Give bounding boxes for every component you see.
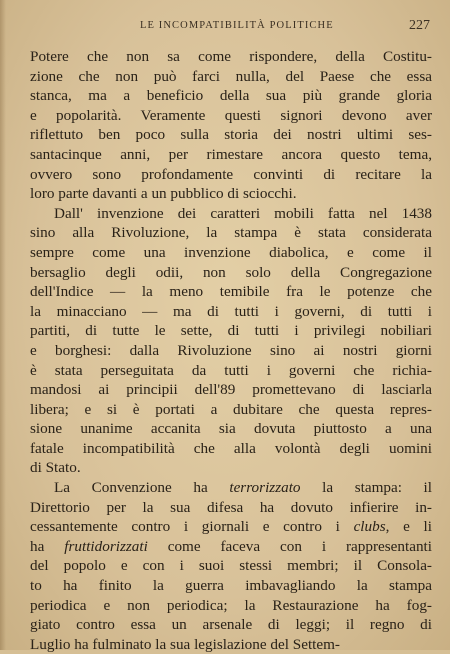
page-number: 227: [409, 18, 430, 33]
text-line: sione unanime accanita sia dovuta piuttosto a una: [30, 420, 432, 438]
paragraph: [30, 478, 432, 654]
text-line: bersaglio degli odii, non solo della Congregazione: [30, 263, 432, 281]
page-header: [30, 12, 436, 36]
text-line: ha fruttidorizzati come faceva con i rappresentanti: [30, 537, 432, 555]
page-edge-shadow: [0, 0, 6, 650]
text-line: del popolo e con i suoi stessi membri; il Consola-: [30, 557, 432, 575]
text-line: partiti, di tutte le sette, di tutti i privilegi nobiliari: [30, 322, 432, 340]
text-line: stanca, ma a beneficio della sua più grande gloria: [30, 87, 432, 105]
running-title: LE INCOMPATIBILITÀ POLITICHE: [140, 20, 334, 31]
italic-word: fruttidorizzati: [64, 537, 148, 555]
text-line: riflettuto ben poco sulla storia dei nostri ultimi ses-: [30, 126, 432, 144]
italic-word: clubs: [353, 518, 386, 536]
body-text: [30, 47, 432, 654]
text-line: cessantemente contro i giornali e contro i clubs, e li: [30, 518, 432, 536]
text-line: sempre come una invenzione diabolica, e come il: [30, 243, 432, 261]
paragraph: [30, 204, 432, 478]
text-line: è stata perseguitata da tutti i governi che richia-: [30, 361, 432, 379]
text-line: di Stato.: [30, 459, 81, 477]
text-line: libera; e si è portati a dubitare che questa repres-: [30, 400, 432, 418]
text-line: Potere che non sa come rispondere, della Costitu-: [30, 48, 432, 65]
text-line: to ha finito la guerra imbavagliando la stampa: [30, 577, 432, 595]
text-line: dell'Indice — la meno temibile fra le potenze che: [30, 283, 432, 301]
text-line: giato contro essa un arsenale di leggi; il regno di: [30, 616, 432, 634]
text-line: la minacciano — ma di tutti i governi, di tutti i: [30, 302, 432, 320]
text-line: zione che non può farci nulla, del Paese che essa: [30, 67, 432, 85]
text-line: loro parte davanti a un pubblico di sciocchi.: [30, 185, 297, 203]
text-line: ovvero sono profondamente convinti di recitare la: [30, 165, 432, 183]
paragraph: [30, 47, 432, 204]
text-line: Dall' invenzione dei caratteri mobili fatta nel 1438: [54, 204, 432, 222]
text-line: santacinque anni, per rimestare ancora questo tema,: [30, 145, 432, 163]
text-line: La Convenzione ha terrorizzato la stampa: il: [54, 479, 432, 497]
text-line: mandosi ai principii dell'89 promettevano di lasciarla: [30, 381, 432, 399]
text-line: fatale incompatibilità che alla volontà degli uomini: [30, 439, 432, 457]
text-line: sino alla Rivoluzione, la stampa è stata considerata: [30, 224, 432, 242]
text-line: Direttorio per la sua difesa ha dovuto infierire in-: [30, 498, 432, 516]
text-line: periodica e non periodica; la Restaurazione ha fog-: [30, 596, 432, 614]
italic-word: terrorizzato: [229, 479, 301, 497]
text-line: e borghesi: dalla Rivoluzione sino ai nostri giorni: [30, 341, 432, 359]
text-line: e popolarità. Veramente questi signori devono aver: [30, 106, 432, 124]
text-line: Luglio ha fulminato la sua legislazione del Settem-: [30, 635, 340, 653]
